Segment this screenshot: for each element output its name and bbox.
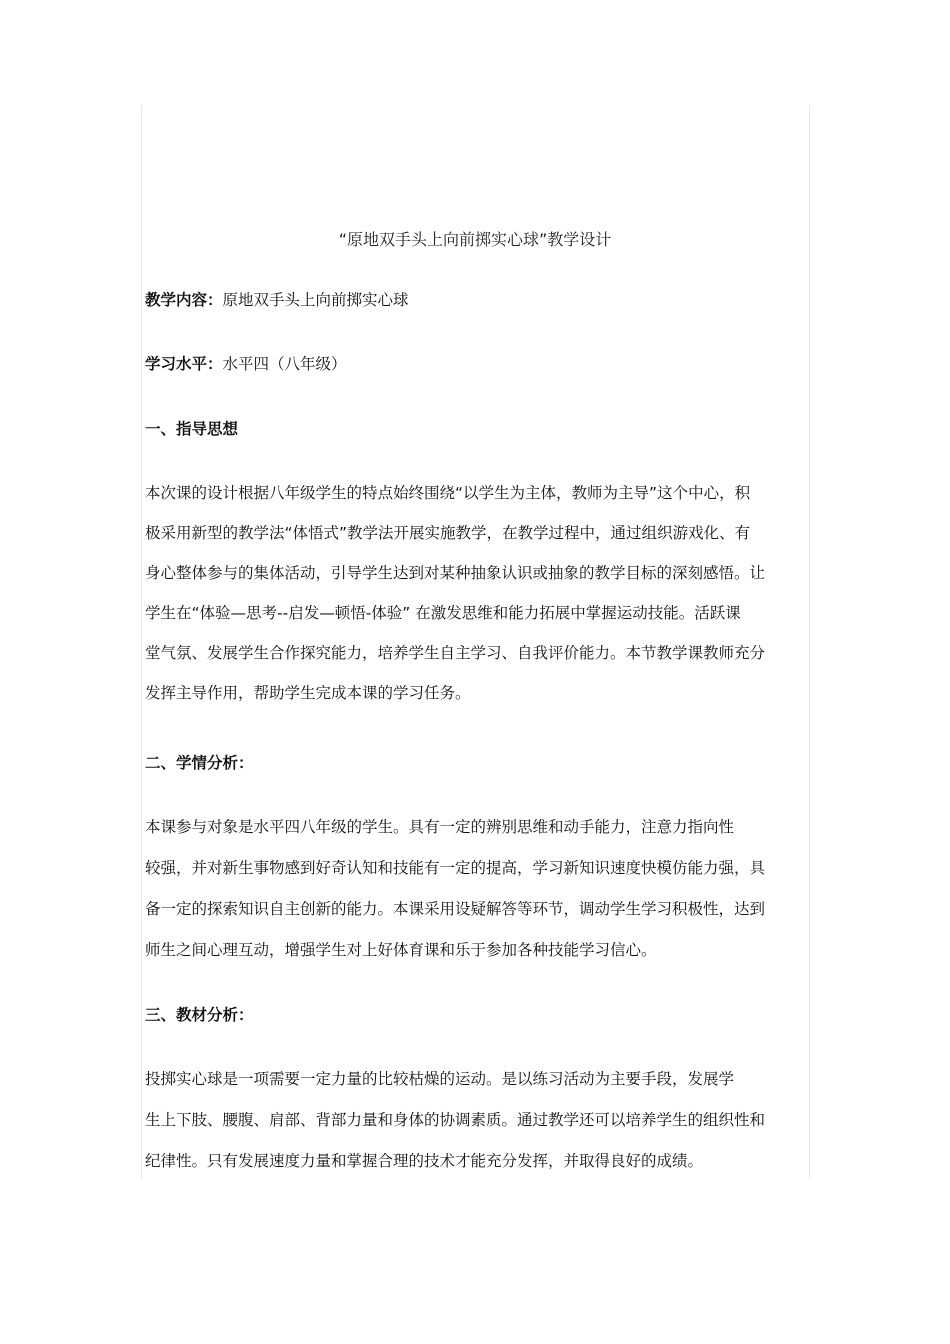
- paragraph-line: 师生之间心理互动，增强学生对上好体育课和乐于参加各种技能学习信心。: [145, 941, 657, 959]
- paragraph-line: 生上下肢、腰腹、肩部、背部力量和身体的协调素质。通过教学还可以培养学生的组织性和: [145, 1111, 766, 1129]
- field-value: 水平四（八年级）: [222, 355, 347, 373]
- paragraph-line: 投掷实心球是一项需要一定力量的比较枯燥的运动。是以练习活动为主要手段，发展学: [145, 1070, 735, 1088]
- paragraph-line: 纪律性。只有发展速度力量和掌握合理的技术才能充分发挥，并取得良好的成绩。: [145, 1152, 704, 1170]
- section-heading-learner-analysis: 二、学情分析：: [145, 754, 254, 772]
- paragraph-line: 堂气氛、发展学生合作探究能力，培养学生自主学习、自我评价能力。本节教学课教师充分: [145, 644, 766, 662]
- paragraph-line: 学生在“体验—思考--启发—顿悟-体验” 在激发思维和能力拓展中掌握运动技能。活跃课: [145, 604, 741, 622]
- paragraph-line: 本次课的设计根据八年级学生的特点始终围绕“以学生为主体，教师为主导”这个中心，积: [145, 484, 751, 502]
- field-learning-level: [145, 352, 347, 376]
- section-heading-material-analysis: 三、教材分析：: [145, 1006, 254, 1024]
- section-heading-guiding-ideology: 一、指导思想: [145, 420, 239, 438]
- document-title: “原地双手头上向前掷实心球”教学设计: [338, 230, 612, 249]
- paragraph-line: 身心整体参与的集体活动，引导学生达到对某种抽象认识或抽象的教学目标的深刻感悟。让: [145, 564, 766, 582]
- paragraph-line: 极采用新型的教学法“体悟式”教学法开展实施教学，在教学过程中，通过组织游戏化、有: [145, 524, 751, 542]
- field-label: 学习水平：: [145, 355, 223, 373]
- paragraph-line: 备一定的探索知识自主创新的能力。本课采用设疑解答等环节，调动学生学习积极性，达到: [145, 900, 766, 918]
- field-teaching-content: [145, 288, 409, 312]
- paragraph-line: 本课参与对象是水平四八年级的学生。具有一定的辨别思维和动手能力，注意力指向性: [145, 818, 735, 836]
- paragraph-line: 发挥主导作用，帮助学生完成本课的学习任务。: [145, 684, 471, 702]
- paragraph-line: 较强，并对新生事物感到好奇认知和技能有一定的提高，学习新知识速度快模仿能力强，具: [145, 859, 766, 877]
- field-label: 教学内容：: [145, 291, 223, 309]
- field-value: 原地双手头上向前掷实心球: [222, 291, 409, 309]
